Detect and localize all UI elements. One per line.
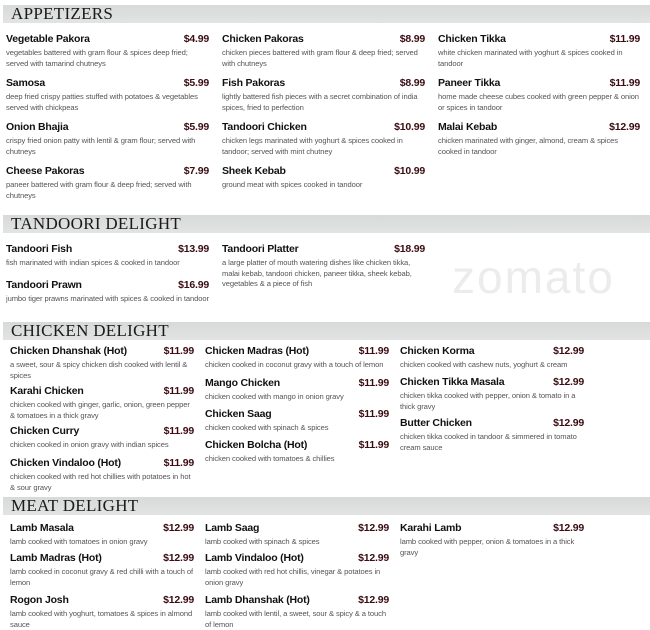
item-header <box>6 33 209 46</box>
menu-item <box>10 345 194 381</box>
item-name: Lamb Saag <box>205 522 260 534</box>
item-name: Lamb Dhanshak (Hot) <box>205 594 310 606</box>
item-name: Malai Kebab <box>438 121 498 133</box>
item-name: Tandoori Chicken <box>222 121 307 133</box>
item-name: Vegetable Pakora <box>6 33 90 45</box>
menu-item <box>6 243 209 269</box>
menu-item <box>222 165 425 191</box>
item-price: $11.99 <box>358 377 389 389</box>
item-description: chicken cooked with spinach & spices <box>205 423 329 432</box>
menu-item <box>6 121 209 157</box>
item-description: lamb cooked with tomatoes in onion gravy <box>10 537 148 546</box>
item-description: deep fried crispy patties stuffed with potatoes & vegetables served with chickpeas <box>6 92 198 112</box>
menu-item <box>400 376 584 412</box>
item-header <box>6 165 209 178</box>
item-description: jumbo tiger prawns marinated with spices & cooked in tandoor <box>6 294 209 303</box>
item-header <box>400 417 584 430</box>
item-header <box>400 376 584 389</box>
item-name: Fish Pakoras <box>222 77 285 89</box>
item-header <box>10 522 194 535</box>
menu-item <box>10 552 194 588</box>
item-name: Chicken Vindaloo (Hot) <box>10 457 121 469</box>
item-header <box>400 345 584 358</box>
item-header <box>205 377 389 390</box>
item-price: $12.99 <box>553 417 584 429</box>
item-description: white chicken marinated with yoghurt & spices cooked in tandoor <box>438 48 623 68</box>
item-description: lamb cooked with yoghurt, tomatoes & spices in almond sauce <box>10 609 193 629</box>
menu-item <box>10 522 194 548</box>
item-header <box>10 345 194 358</box>
menu-item <box>205 594 389 630</box>
menu-item <box>205 345 389 371</box>
item-header <box>205 552 389 565</box>
item-price: $11.99 <box>163 457 194 469</box>
item-name: Chicken Korma <box>400 345 475 357</box>
menu-item <box>10 594 194 630</box>
item-price: $5.99 <box>183 121 209 133</box>
item-description: chicken cooked with cashew nuts, yoghurt & cream <box>400 360 568 369</box>
menu-item <box>222 33 425 69</box>
item-header <box>205 408 389 421</box>
item-header <box>6 243 209 256</box>
menu-item <box>205 522 389 548</box>
menu-item <box>205 408 389 434</box>
menu-item <box>10 385 194 421</box>
item-header <box>438 121 640 134</box>
item-name: Paneer Tikka <box>438 77 501 89</box>
menu-item <box>205 377 389 403</box>
item-description: chicken legs marinated with yoghurt & spices cooked in tandoor; served with mint chutney <box>222 136 403 156</box>
item-description: chicken cooked with ginger, garlic, onion, green pepper & tomatoes in a thick gravy <box>10 400 190 420</box>
menu-item <box>6 279 209 305</box>
item-price: $4.99 <box>183 33 209 45</box>
item-price: $12.99 <box>163 522 194 534</box>
item-description: fish marinated with indian spices & cooked in tandoor <box>6 258 180 267</box>
item-description: lightly battered fish pieces with a secret combination of india spices, fried to perfection <box>222 92 418 112</box>
item-price: $18.99 <box>394 243 425 255</box>
item-name: Karahi Lamb <box>400 522 462 534</box>
item-header <box>10 425 194 438</box>
item-name: Mango Chicken <box>205 377 280 389</box>
item-header <box>205 594 389 607</box>
item-price: $10.99 <box>394 165 425 177</box>
item-description: paneer battered with gram flour & deep fried; served with chutneys <box>6 180 192 200</box>
item-price: $12.99 <box>358 594 389 606</box>
item-name: Tandoori Fish <box>6 243 73 255</box>
item-header <box>400 522 584 535</box>
item-name: Chicken Dhanshak (Hot) <box>10 345 127 357</box>
item-name: Tandoori Prawn <box>6 279 82 291</box>
item-name: Rogon Josh <box>10 594 69 606</box>
item-price: $12.99 <box>553 522 584 534</box>
section-header-meat-delight <box>3 497 650 515</box>
item-description: home made cheese cubes cooked with green pepper & onion or spices in tandoor <box>438 92 639 112</box>
menu-item <box>205 552 389 588</box>
item-header <box>222 77 425 90</box>
item-name: Chicken Curry <box>10 425 80 437</box>
section-header-tandoori-delight <box>3 215 650 233</box>
item-header <box>205 345 389 358</box>
section-title: APPETIZERS <box>11 4 114 23</box>
item-price: $11.99 <box>163 385 194 397</box>
item-price: $5.99 <box>183 77 209 89</box>
item-name: Lamb Vindaloo (Hot) <box>205 552 304 564</box>
menu-item <box>222 77 425 113</box>
item-description: crispy fried onion patty with lentil & gram flour; served with chutneys <box>6 136 196 156</box>
item-description: lamb cooked with lentil, a sweet, sour & spicy & a touch of lemon <box>205 609 386 629</box>
item-price: $11.99 <box>358 345 389 357</box>
item-name: Samosa <box>6 77 46 89</box>
section-title: TANDOORI DELIGHT <box>11 214 182 233</box>
menu-item <box>10 425 194 451</box>
item-name: Chicken Tikka <box>438 33 506 45</box>
item-price: $12.99 <box>553 345 584 357</box>
item-description: ground meat with spices cooked in tandoor <box>222 180 363 189</box>
item-header <box>10 385 194 398</box>
item-price: $8.99 <box>399 77 425 89</box>
item-description: chicken tikka cooked with pepper, onion & tomato in a thick gravy <box>400 391 576 411</box>
item-description: chicken cooked with tomatoes & chillies <box>205 454 335 463</box>
item-header <box>222 165 425 178</box>
item-description: lamb cooked with spinach & spices <box>205 537 320 546</box>
item-price: $11.99 <box>609 33 640 45</box>
menu-item <box>438 33 640 69</box>
item-name: Karahi Chicken <box>10 385 84 397</box>
item-price: $12.99 <box>163 552 194 564</box>
menu-item <box>10 457 194 493</box>
section-header-appetizers <box>3 5 650 23</box>
item-description: a sweet, sour & spicy chicken dish cooked with lentil & spices <box>10 360 188 380</box>
item-header <box>438 33 640 46</box>
menu-item <box>438 121 640 157</box>
item-name: Lamb Masala <box>10 522 74 534</box>
menu-item <box>400 345 584 371</box>
menu-item <box>6 165 209 201</box>
item-price: $12.99 <box>358 522 389 534</box>
item-price: $16.99 <box>178 279 209 291</box>
item-price: $12.99 <box>553 376 584 388</box>
item-price: $12.99 <box>163 594 194 606</box>
menu-item <box>222 243 425 290</box>
item-description: lamb cooked in coconut gravy & red chilli with a touch of lemon <box>10 567 193 587</box>
item-name: Chicken Madras (Hot) <box>205 345 309 357</box>
item-price: $11.99 <box>163 345 194 357</box>
item-header <box>10 594 194 607</box>
item-header <box>10 457 194 470</box>
item-header <box>222 243 425 256</box>
item-description: chicken cooked with red hot chillies with potatoes in hot & sour gravy <box>10 472 191 492</box>
item-name: Tandoori Platter <box>222 243 299 255</box>
watermark: zomato <box>452 251 615 303</box>
item-description: chicken pieces battered with gram flour & deep fried; served with chutneys <box>222 48 418 68</box>
item-header <box>6 77 209 90</box>
item-description: chicken cooked in onion gravy with indian spices <box>10 440 169 449</box>
item-price: $7.99 <box>183 165 209 177</box>
item-header <box>205 439 389 452</box>
menu-item <box>400 417 584 453</box>
item-price: $13.99 <box>178 243 209 255</box>
item-name: Sheek Kebab <box>222 165 286 177</box>
item-price: $11.99 <box>358 439 389 451</box>
item-name: Chicken Tikka Masala <box>400 376 505 388</box>
item-header <box>222 33 425 46</box>
item-header <box>205 522 389 535</box>
menu-item <box>6 77 209 113</box>
item-description: a large platter of mouth watering dishes like chicken tikka, malai kebab, tandoori chicken, paneer tikka, sheek kebab, vegetables & a piece of fish <box>222 258 412 288</box>
section-title: CHICKEN DELIGHT <box>11 321 169 340</box>
item-price: $11.99 <box>358 408 389 420</box>
item-description: lamb cooked with red hot chillis, vinegar & potatoes in onion gravy <box>205 567 381 587</box>
item-description: chicken marinated with ginger, almond, cream & spices cooked in tandoor <box>438 136 618 156</box>
item-name: Onion Bhajia <box>6 121 69 133</box>
item-description: chicken tikka cooked in tandoor & simmered in tomato cream sauce <box>400 432 577 452</box>
item-description: lamb cooked with pepper, onion & tomatoes in a thick gravy <box>400 537 575 557</box>
section-title: MEAT DELIGHT <box>11 496 139 515</box>
item-name: Chicken Bolcha (Hot) <box>205 439 308 451</box>
item-name: Lamb Madras (Hot) <box>10 552 102 564</box>
item-header <box>438 77 640 90</box>
item-price: $11.99 <box>163 425 194 437</box>
item-price: $11.99 <box>609 77 640 89</box>
item-description: chicken cooked in coconut gravy with a touch of lemon <box>205 360 384 369</box>
item-name: Butter Chicken <box>400 417 472 429</box>
item-price: $12.99 <box>358 552 389 564</box>
item-name: Chicken Saag <box>205 408 272 420</box>
item-name: Cheese Pakoras <box>6 165 85 177</box>
menu-item <box>222 121 425 157</box>
menu-item <box>438 77 640 113</box>
item-header <box>222 121 425 134</box>
menu-item <box>205 439 389 465</box>
item-header <box>6 279 209 292</box>
item-name: Chicken Pakoras <box>222 33 304 45</box>
item-price: $8.99 <box>399 33 425 45</box>
section-header-chicken-delight <box>3 322 650 340</box>
item-description: vegetables battered with gram flour & spices deep fried; served with tamarind chutneys <box>6 48 188 68</box>
item-price: $12.99 <box>609 121 640 133</box>
menu-item <box>6 33 209 69</box>
item-price: $10.99 <box>394 121 425 133</box>
item-description: chicken cooked with mango in onion gravy <box>205 392 344 401</box>
item-header <box>6 121 209 134</box>
menu-item <box>400 522 584 558</box>
item-header <box>10 552 194 565</box>
